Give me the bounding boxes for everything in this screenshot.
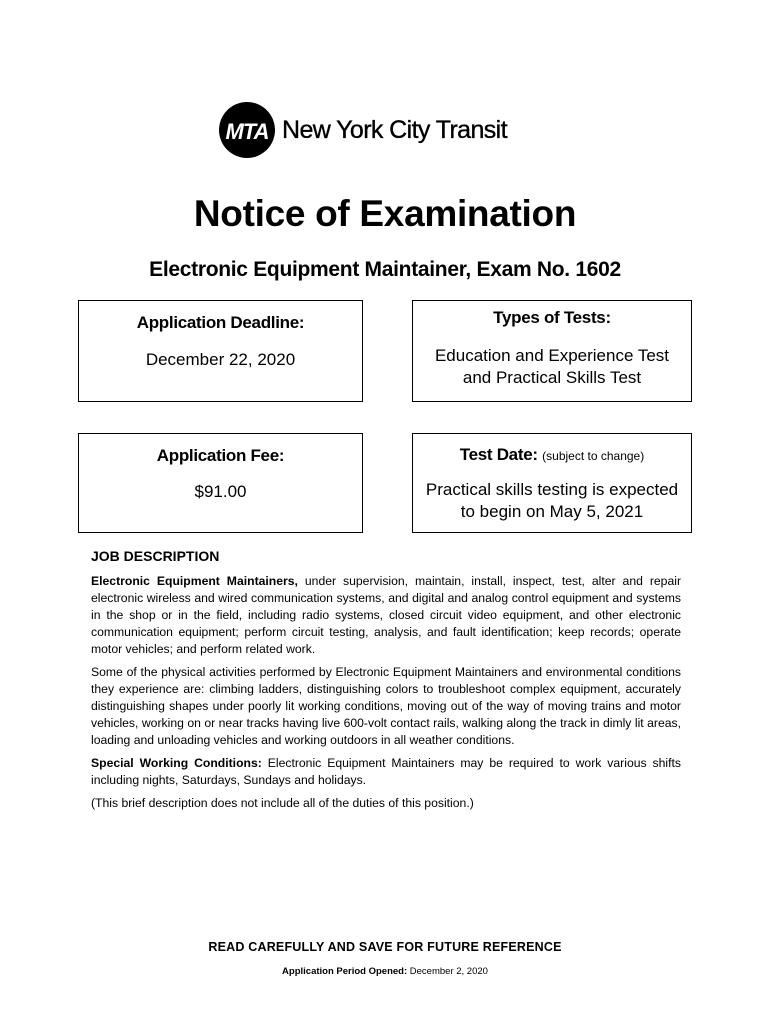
test-date-value: [413, 479, 691, 523]
job-description-section: [91, 548, 681, 818]
duties-text: under supervision, maintain, install, inspect, test, alter and repair electronic wireless and wired communication systems, and digital and analog control equipment and systems in the shop or in the field, including radio systems, closed circuit video equipment, and other electronic communication equipment; perform circuit testing, analysis, and fault identification; keep records; operate motor vehicles; and perform related work.: [91, 574, 681, 656]
special-conditions-paragraph: [91, 755, 681, 789]
test-date-line-1: Practical skills testing is expected: [425, 480, 679, 499]
application-period-opened: [0, 966, 770, 977]
test-date-line-2: to begin on May 5, 2021: [460, 502, 644, 521]
tests-line-1: Education and Experience Test: [434, 346, 670, 365]
opened-value: December 2, 2020: [407, 966, 488, 977]
footer-notice: READ CAREFULLY AND SAVE FOR FUTURE REFERENCE: [208, 940, 562, 954]
test-date-note: (subject to change): [542, 449, 645, 463]
types-of-tests-box: [412, 300, 692, 402]
page-title: Notice of Examination: [193, 193, 577, 234]
disclaimer-paragraph: (This brief description does not include all of the duties of this position.): [91, 796, 474, 810]
exam-subtitle: Electronic Equipment Maintainer, Exam No. 1602: [149, 258, 621, 281]
application-fee-box: [78, 433, 363, 533]
mta-logo: [218, 101, 276, 159]
application-deadline-box: [78, 300, 363, 402]
fee-value: $91.00: [194, 482, 247, 501]
job-description-heading: JOB DESCRIPTION: [91, 548, 220, 564]
deadline-label: Application Deadline:: [136, 313, 305, 332]
svg-text:MTA: MTA: [225, 119, 269, 144]
opened-label: Application Period Opened:: [282, 966, 408, 977]
job-description-paragraph: [91, 573, 681, 658]
deadline-value: December 22, 2020: [145, 350, 296, 369]
tests-line-2: and Practical Skills Test: [462, 368, 642, 387]
special-conditions-text: Electronic Equipment Maintainers may be required to work various shifts including nights, Saturdays, Sundays and holidays.: [91, 756, 681, 787]
tests-label: Types of Tests:: [493, 308, 611, 327]
test-date-label: Test Date:: [459, 445, 538, 464]
job-title-lead: Electronic Equipment Maintainers,: [91, 574, 298, 588]
special-conditions-lead: Special Working Conditions:: [91, 756, 262, 770]
physical-activities-paragraph: Some of the physical activities performed by Electronic Equipment Maintainers and environmental conditions they experience are: climbing ladders, distinguishing colors to troubleshoot complex equipment, accurately distinguishing shapes under poorly lit working conditions, moving out of the way of moving trains and motor vehicles, working on or near tracks having live 600-volt contact rails, walking along the track in dimly lit areas, loading and unloading vehicles and working outdoors in all weather conditions.: [91, 665, 681, 747]
test-date-box: [412, 433, 692, 533]
test-date-label-row: [413, 445, 691, 465]
org-name: New York City Transit: [282, 115, 507, 144]
fee-label: Application Fee:: [156, 446, 285, 465]
header: [218, 100, 507, 160]
tests-value: [413, 345, 691, 389]
